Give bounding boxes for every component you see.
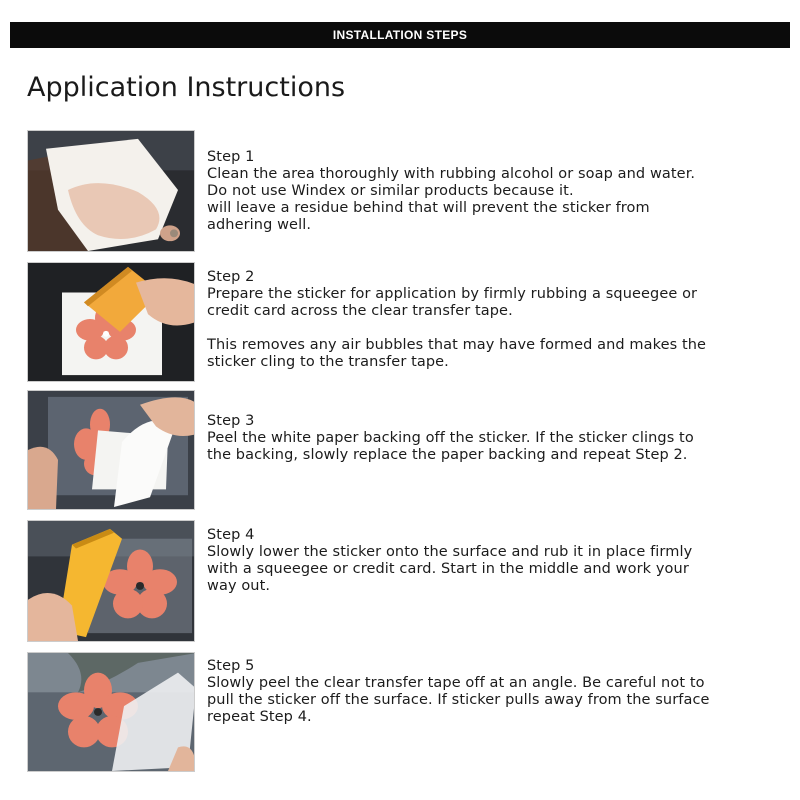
- step-5-line-2: pull the sticker off the surface. If sticker pulls away from the surface: [207, 692, 710, 708]
- step-4-line-2: with a squeegee or credit card. Start in the middle and work your: [207, 561, 689, 577]
- step-4-line-3: way out.: [207, 578, 271, 594]
- step-4-line-1: Slowly lower the sticker onto the surface and rub it in place firmly: [207, 544, 693, 560]
- step-1-photo: [27, 130, 195, 252]
- step-2-line-1: Prepare the sticker for application by firmly rubbing a squeegee or: [207, 286, 698, 302]
- step-4-heading: Step 4: [207, 527, 255, 543]
- step-1-heading: Step 1: [207, 149, 255, 165]
- step-3-heading: Step 3: [207, 413, 255, 429]
- step-1-text: [207, 149, 792, 234]
- step-2-photo: [27, 262, 195, 382]
- step-2-line-2: credit card across the clear transfer tape.: [207, 303, 513, 319]
- step-2-heading: Step 2: [207, 269, 255, 285]
- step-2-line-3: This removes any air bubbles that may have formed and makes the: [207, 337, 707, 353]
- step-4-text: [207, 527, 792, 595]
- step-2-line-4: sticker cling to the transfer tape.: [207, 354, 449, 370]
- step-5-photo: [27, 652, 195, 772]
- step-5-heading: Step 5: [207, 658, 255, 674]
- step-3-photo: [27, 390, 195, 510]
- step-5-line-1: Slowly peel the clear transfer tape off at an angle. Be careful not to: [207, 675, 705, 691]
- step-1-line-3: will leave a residue behind that will prevent the sticker from: [207, 200, 650, 216]
- step-1-line-2: Do not use Windex or similar products because it.: [207, 183, 574, 199]
- step-3-text: [207, 413, 792, 464]
- step-1-line-4: adhering well.: [207, 217, 312, 233]
- step-5-line-3: repeat Step 4.: [207, 709, 312, 725]
- step-5-text: [207, 658, 792, 726]
- step-1-line-1: Clean the area thoroughly with rubbing alcohol or soap and water.: [207, 166, 696, 182]
- step-4-photo: [27, 520, 195, 642]
- page-title: Application Instructions: [27, 72, 346, 103]
- step-3-line-2: the backing, slowly replace the paper backing and repeat Step 2.: [207, 447, 688, 463]
- installation-steps-banner: [10, 22, 790, 48]
- step-2-text: [207, 269, 792, 371]
- step-3-line-1: Peel the white paper backing off the sticker. If the sticker clings to: [207, 430, 694, 446]
- banner-label: INSTALLATION STEPS: [332, 28, 468, 42]
